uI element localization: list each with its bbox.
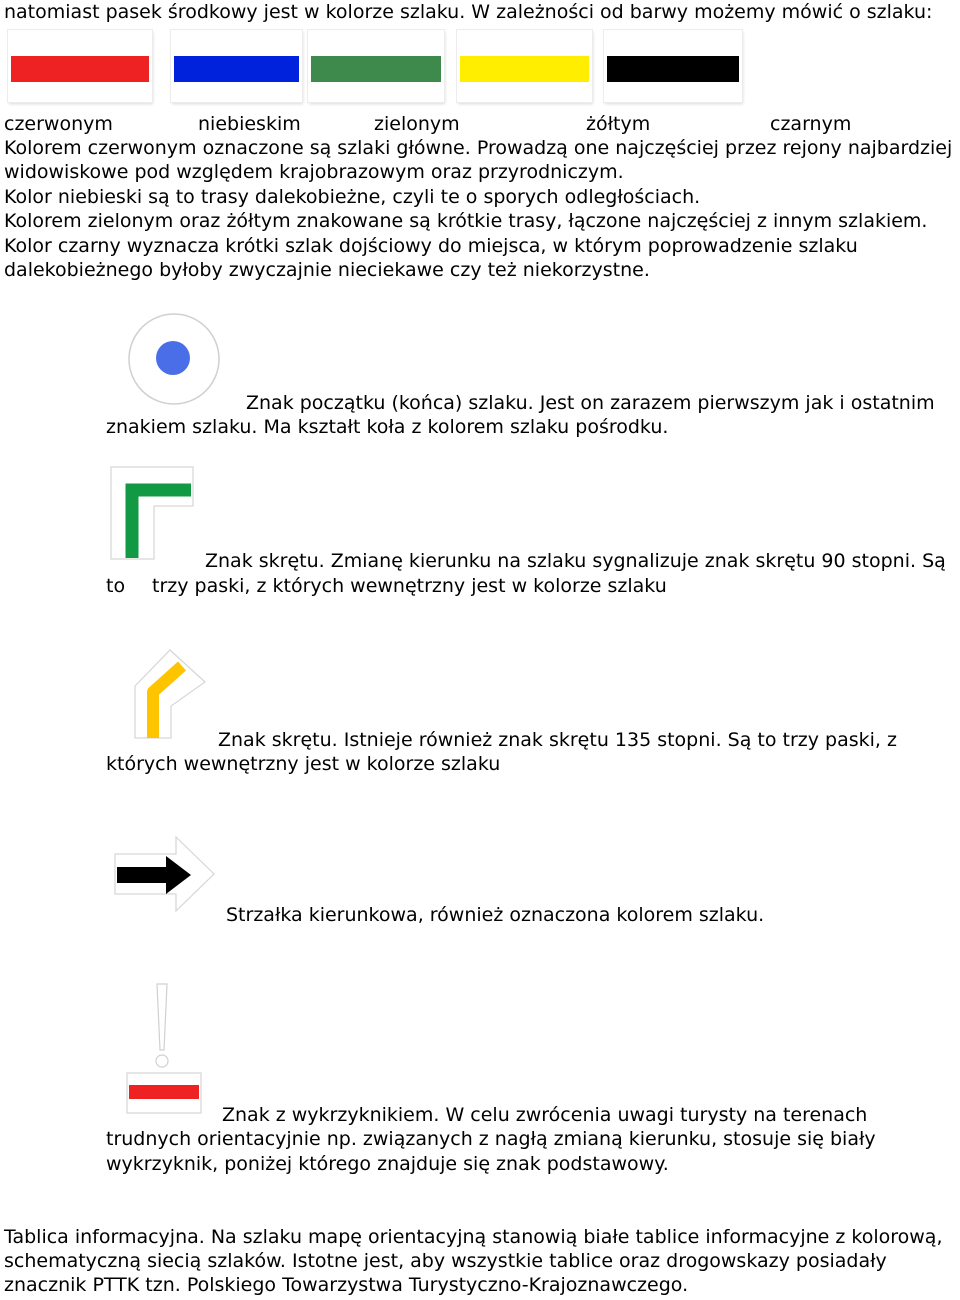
swatch-black (604, 30, 742, 102)
red-stripe (11, 56, 149, 82)
start-sign-text: znakiem szlaku. Ma kształt koła z kolorem szlaku pośrodku. (106, 416, 669, 438)
paragraph-line: dalekobieżnego byłoby zwyczajnie nieciekawe czy też niekorzystne. (4, 259, 650, 281)
blue-stripe (174, 56, 299, 82)
trail-start-circle-icon (126, 313, 222, 409)
yellow-stripe (460, 56, 589, 82)
exclamation-sign-text: Znak z wykrzyknikiem. W celu zwrócenia uwagi turysty na terenach (222, 1104, 868, 1126)
turn90-text: Znak skrętu. Zmianę kierunku na szlaku sygnalizuje znak skrętu 90 stopni. Są (205, 550, 946, 572)
label-yellow: żółtym (586, 113, 651, 135)
exclamation-sign-text: wykrzyknik, poniżej którego znajduje się znak podstawowy. (106, 1153, 669, 1175)
label-blue: niebieskim (198, 113, 301, 135)
label-black: czarnym (770, 113, 852, 135)
intro-line: natomiast pasek środkowy jest w kolorze szlaku. W zależności od barwy możemy mówić o szlaku: (4, 1, 933, 23)
direction-arrow-icon (114, 836, 216, 912)
footer-line: znacznik PTTK tzn. Polskiego Towarzystwa Turystyczno-Krajoznawczego. (4, 1274, 689, 1296)
turn135-text: Znak skrętu. Istnieje również znak skrętu 135 stopni. Są to trzy paski, z (218, 729, 897, 751)
paragraph-line: Kolor niebieski są to trasy dalekobieżne, czyli te o sporych odległościach. (4, 186, 701, 208)
turn90-text: trzy paski, z których wewnętrzny jest w kolorze szlaku (152, 575, 667, 597)
trail-turn-90-icon (110, 466, 194, 560)
turn90-text-word: to (106, 575, 126, 597)
swatch-red (8, 30, 152, 102)
paragraph-line: widowiskowe pod względem krajobrazowym oraz przyrodniczym. (4, 161, 624, 183)
turn135-text: których wewnętrzny jest w kolorze szlaku (106, 753, 501, 775)
black-stripe (607, 56, 739, 82)
swatch-yellow (457, 30, 592, 102)
swatch-green (308, 30, 444, 102)
label-red: czerwonym (4, 113, 113, 135)
paragraph-line: Kolorem zielonym oraz żółtym znakowane są krótkie trasy, łączone najczęściej z innym szlakiem. (4, 210, 928, 232)
label-green: zielonym (374, 113, 460, 135)
footer-line: schematyczną siecią szlaków. Istotne jest, aby wszystkie tablice oraz drogowskazy posiadały (4, 1250, 887, 1272)
trail-turn-135-icon (133, 648, 207, 740)
exclamation-sign-icon (126, 982, 202, 1114)
paragraph-line: Kolorem czerwonym oznaczone są szlaki główne. Prowadzą one najczęściej przez rejony najbardziej (4, 137, 953, 159)
start-sign-text: Znak początku (końca) szlaku. Jest on zarazem pierwszym jak i ostatnim (246, 392, 935, 414)
green-stripe (311, 56, 441, 82)
paragraph-line: Kolor czarny wyznacza krótki szlak dojściowy do miejsca, w którym poprowadzenie szlaku (4, 235, 858, 257)
arrow-sign-text: Strzałka kierunkowa, również oznaczona kolorem szlaku. (226, 904, 765, 926)
swatch-blue (171, 30, 302, 102)
footer-line: Tablica informacyjna. Na szlaku mapę orientacyjną stanowią białe tablice informacyjne z kolorową, (4, 1226, 943, 1248)
exclamation-sign-text: trudnych orientacyjnie np. związanych z nagłą zmianą kierunku, stosuje się biały (106, 1128, 876, 1150)
